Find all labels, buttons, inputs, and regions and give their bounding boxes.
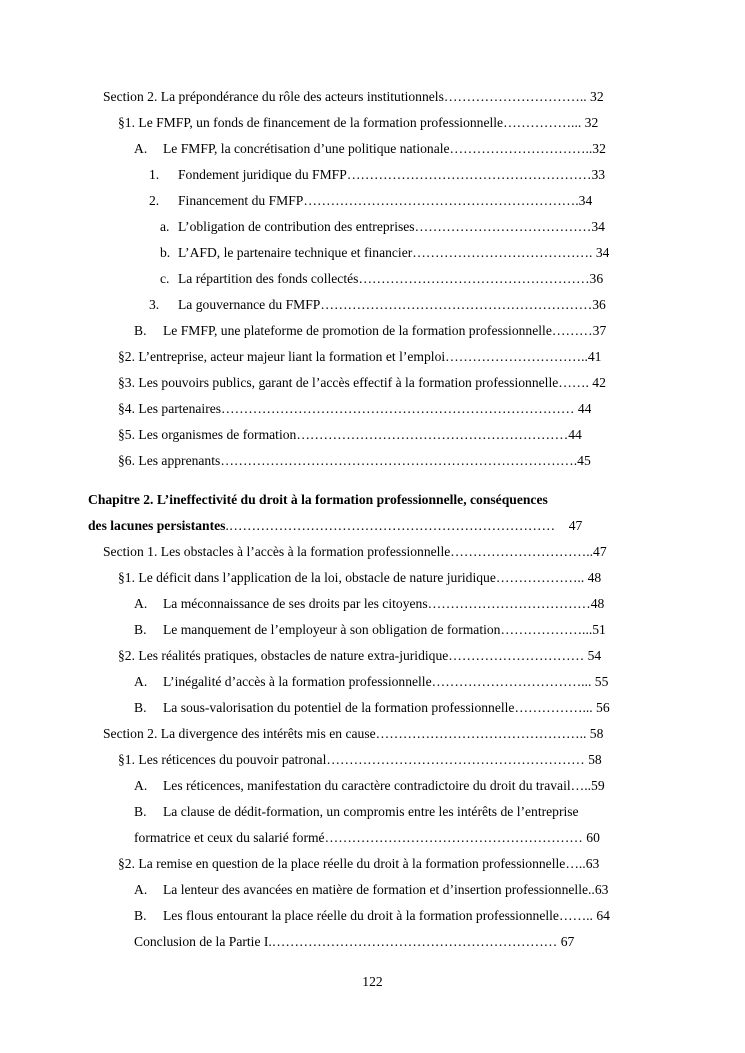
toc-page-number: 67 xyxy=(560,934,575,949)
toc-leader: ……. xyxy=(558,375,589,390)
toc-entry xyxy=(160,270,603,288)
toc-entry xyxy=(149,296,606,314)
toc-leader: …………………………………………………… xyxy=(296,427,569,442)
toc-entry-label: La méconnaissance de ses droits par les citoyens xyxy=(163,596,428,611)
toc-page-number: 34 xyxy=(591,219,605,234)
toc-page-number: 41 xyxy=(587,349,602,364)
toc-entry-number: B. xyxy=(134,804,147,819)
toc-entry-number: c. xyxy=(160,271,170,286)
toc-entry-number: A. xyxy=(134,141,148,156)
toc-entry-label: §2. L’entreprise, acteur majeur liant la formation et l’emploi xyxy=(118,349,446,364)
toc-page-number: 32 xyxy=(584,115,599,130)
toc-leader: ……………………………………….. xyxy=(375,726,587,741)
toc-entry-label: Les réticences, manifestation du caractère contradictoire du droit du travail xyxy=(163,778,571,793)
toc-page-number: 48 xyxy=(587,570,602,585)
toc-entry-number: 3. xyxy=(149,297,160,312)
toc-entry-label: La gouvernance du FMFP xyxy=(178,297,321,312)
toc-entry xyxy=(118,400,591,418)
toc-entry-number: A. xyxy=(134,882,148,897)
toc-leader: ………………………………………………… xyxy=(326,752,585,767)
toc-entry-number: B. xyxy=(134,908,147,923)
toc-leader: …………………………………………… xyxy=(358,271,590,286)
toc-entry-label: L’AFD, le partenaire technique et financier xyxy=(178,245,413,260)
toc-entry xyxy=(134,621,606,639)
toc-entry-number: a. xyxy=(160,219,170,234)
toc-entry-label: §1. Le déficit dans l’application de la loi, obstacle de nature juridique xyxy=(118,570,496,585)
toc-entry xyxy=(149,192,592,210)
toc-entry xyxy=(118,569,601,587)
toc-entry-label: Le FMFP, la concrétisation d’une politique nationale xyxy=(163,141,450,156)
toc-entry-label: La clause de dédit-formation, un compromis entre les intérêts de l’entreprise xyxy=(163,804,579,819)
toc-leader: …….. xyxy=(558,908,593,923)
toc-entry-continued xyxy=(134,829,600,847)
toc-page-number: 55 xyxy=(594,674,609,689)
toc-leader: ……………... xyxy=(503,115,582,130)
toc-page-number: 34 xyxy=(595,245,610,260)
toc-chapter-heading-continued xyxy=(88,517,582,535)
toc-entry xyxy=(118,374,606,392)
toc-page-number: 60 xyxy=(586,830,600,845)
toc-page-number: 34 xyxy=(578,193,593,208)
toc-entry-label: §2. La remise en question de la place réelle du droit à la formation professionnelle xyxy=(118,856,566,871)
toc-entry xyxy=(118,348,601,366)
toc-leader: …………………………………. xyxy=(412,245,593,260)
toc-entry-label: Section 2. La divergence des intérêts mis en cause xyxy=(103,726,376,741)
toc-entry-number: b. xyxy=(160,245,171,260)
toc-entry-number: 2. xyxy=(149,193,160,208)
toc-page-number: 44 xyxy=(568,427,582,442)
toc-entry xyxy=(103,88,604,106)
toc-entry-label: formatrice et ceux du salarié formé xyxy=(134,830,325,845)
toc-chapter-heading xyxy=(88,491,548,509)
toc-entry-label: Les flous entourant la place réelle du droit à la formation professionnelle xyxy=(163,908,559,923)
toc-leader: ….. xyxy=(570,778,592,793)
toc-entry xyxy=(134,699,610,717)
toc-entry-label: §2. Les réalités pratiques, obstacles de nature extra-juridique xyxy=(118,648,449,663)
toc-entry-label: Conclusion de la Partie I xyxy=(134,934,269,949)
toc-page-number: 32 xyxy=(590,89,604,104)
toc-entry xyxy=(134,140,606,158)
toc-entry xyxy=(118,647,601,665)
toc-entry xyxy=(160,218,605,236)
toc-page-number: 54 xyxy=(587,648,602,663)
toc-entry-label: Section 2. La prépondérance du rôle des acteurs institutionnels xyxy=(103,89,444,104)
toc-leader: ………………... xyxy=(500,622,593,637)
toc-entry xyxy=(118,751,602,769)
toc-entry-number: 1. xyxy=(149,167,160,182)
toc-entry-number: B. xyxy=(134,323,147,338)
toc-entry-label: §1. Les réticences du pouvoir patronal xyxy=(118,752,327,767)
toc-leader: ……………………………… xyxy=(427,596,591,611)
toc-leader: ………………………….. xyxy=(445,349,588,364)
toc-page-number: 44 xyxy=(577,401,592,416)
toc-leader: ……………………………………………… xyxy=(346,167,592,182)
toc-leader: …………………………………………………… xyxy=(320,297,593,312)
toc-leader: ……………... xyxy=(514,700,593,715)
toc-leader: ……………………………... xyxy=(431,674,592,689)
toc-page-number: 42 xyxy=(592,375,606,390)
toc-page-number: 48 xyxy=(590,596,605,611)
toc-entry xyxy=(134,803,579,821)
toc-entry-label: La sous-valorisation du potentiel de la formation professionnelle xyxy=(163,700,515,715)
toc-entry xyxy=(118,452,591,470)
toc-page-number: 63 xyxy=(585,856,600,871)
toc-entry xyxy=(103,725,603,743)
toc-entry xyxy=(118,855,599,873)
toc-entry xyxy=(134,933,574,951)
toc-page-number: 47 xyxy=(568,518,583,533)
toc-leader: ………………………… xyxy=(448,648,585,663)
toc-entry xyxy=(103,543,607,561)
toc-leader: .. xyxy=(588,882,595,897)
toc-entry-label: des lacunes persistantes xyxy=(88,518,226,533)
toc-page-number: 56 xyxy=(596,700,610,715)
toc-entry-label: Le FMFP, une plateforme de promotion de la formation professionnelle xyxy=(163,323,552,338)
toc-entry-label: L’inégalité d’accès à la formation professionnelle xyxy=(163,674,432,689)
toc-page-number: 51 xyxy=(592,622,606,637)
toc-page-number: 59 xyxy=(591,778,605,793)
toc-leader: ………………………….. xyxy=(450,544,594,559)
toc-entry xyxy=(160,244,609,262)
toc-entry xyxy=(134,673,608,691)
toc-entry-label: La lenteur des avancées en matière de formation et d’insertion professionnelle xyxy=(163,882,589,897)
toc-leader: ……………….. xyxy=(495,570,585,585)
toc-leader: ….. xyxy=(565,856,586,871)
toc-entry xyxy=(134,322,606,340)
toc-page-number: 63 xyxy=(594,882,609,897)
toc-page-number: 47 xyxy=(593,544,607,559)
toc-leader: ……………………………………………………. xyxy=(303,193,579,208)
toc-leader: ……… xyxy=(551,323,593,338)
toc-entry-number: A. xyxy=(134,778,148,793)
toc-page-number: 64 xyxy=(596,908,610,923)
toc-leader: ………………………………… xyxy=(414,219,592,234)
toc-entry-label: §1. Le FMFP, un fonds de financement de la formation professionnelle xyxy=(118,115,504,130)
toc-entry-label: §4. Les partenaires xyxy=(118,401,222,416)
toc-page-number: 37 xyxy=(592,323,607,338)
toc-page-number: 36 xyxy=(589,271,604,286)
toc-entry xyxy=(134,881,608,899)
toc-entry-label: Chapitre 2. L’ineffectivité du droit à la formation professionnelle, conséquences xyxy=(88,492,548,507)
toc-leader: ………………………….. xyxy=(449,141,593,156)
toc-page-number: 58 xyxy=(589,726,604,741)
toc-entry-label: Financement du FMFP xyxy=(178,193,304,208)
toc-page-number: 32 xyxy=(592,141,606,156)
toc-entry-number: B. xyxy=(134,622,147,637)
toc-entry-label: Section 1. Les obstacles à l’accès à la formation professionnelle xyxy=(103,544,451,559)
toc-entry-number: A. xyxy=(134,674,148,689)
toc-leader: .……………………………………………………………… xyxy=(225,518,556,533)
toc-entry-label: Le manquement de l’employeur à son obligation de formation xyxy=(163,622,501,637)
page-footer-number: 122 xyxy=(362,974,383,989)
toc-entry-number: B. xyxy=(134,700,147,715)
toc-entry-label: §5. Les organismes de formation xyxy=(118,427,297,442)
toc-entry xyxy=(149,166,605,184)
toc-entry xyxy=(118,426,582,444)
toc-entry-label: §6. Les apprenants xyxy=(118,453,221,468)
toc-entry-label: La répartition des fonds collectés xyxy=(178,271,359,286)
toc-entry-label: §3. Les pouvoirs publics, garant de l’accès effectif à la formation professionnelle xyxy=(118,375,559,390)
toc-leader: …………………………………………………………………… xyxy=(221,401,575,416)
toc-page-number: 45 xyxy=(577,453,591,468)
toc-entry xyxy=(134,595,604,613)
toc-entry-label: Fondement juridique du FMFP xyxy=(178,167,347,182)
toc-page-number: 33 xyxy=(591,167,606,182)
toc-leader: ………………………………………………… xyxy=(324,830,583,845)
toc-leader: .……………………………………………………… xyxy=(268,934,558,949)
toc-entry-label: L’obligation de contribution des entreprises xyxy=(178,219,415,234)
toc-entry xyxy=(118,114,598,132)
toc-leader: ………………………….. xyxy=(443,89,587,104)
toc-entry xyxy=(134,907,610,925)
toc-entry xyxy=(134,777,605,795)
toc-entry-number: A. xyxy=(134,596,148,611)
toc-page-number: 36 xyxy=(592,297,606,312)
toc-page-number: 58 xyxy=(588,752,602,767)
toc-leader: ……………………………………………………………………. xyxy=(220,453,578,468)
